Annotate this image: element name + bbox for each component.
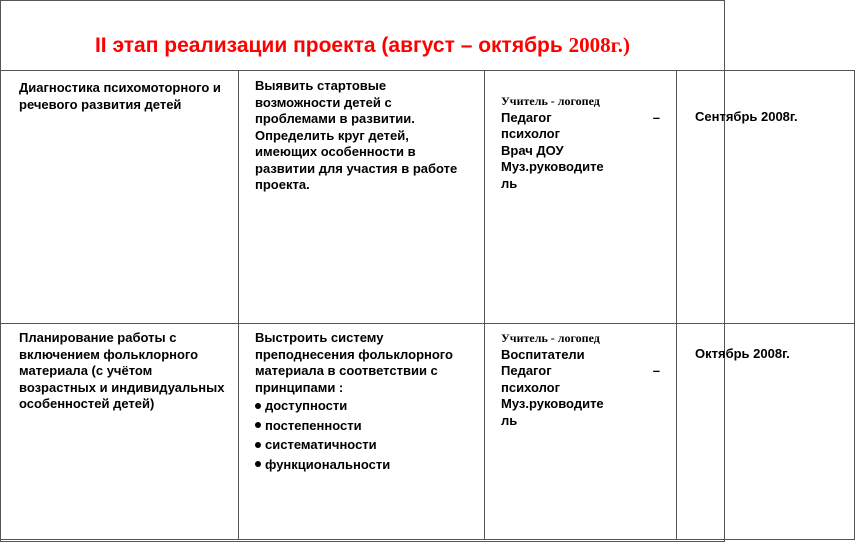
goal-cell — [239, 324, 485, 540]
bullet-icon — [255, 422, 261, 428]
bullet-icon — [255, 403, 261, 409]
principle-text: постепенности — [265, 417, 362, 433]
goal-text: Выявить стартовые возможности детей с проблемами в развитии. Определить круг детей, имеющих особенности в развитии для участия в работе проекта. — [255, 78, 458, 192]
responsible-dash: – — [652, 109, 660, 125]
responsible-head: Учитель - логопед — [501, 331, 600, 345]
project-stage-table — [0, 70, 855, 540]
responsible-item: ль — [501, 175, 518, 191]
bullet-icon — [255, 461, 261, 467]
activity-text: Планирование работы с включением фольклорного материала (с учётом возрастных и индивидуальных особенностей детей) — [19, 330, 225, 411]
principle-text: доступности — [265, 398, 348, 413]
list-item — [255, 437, 462, 454]
page-title — [0, 33, 725, 58]
responsible-cell — [485, 324, 677, 540]
title-year: 2008г.) — [568, 33, 631, 57]
list-item — [255, 457, 462, 474]
principle-text: функциональности — [265, 456, 391, 472]
responsible-cell — [485, 71, 677, 324]
title-main: II этап реализации проекта (август – октябрь — [94, 34, 569, 57]
responsible-item: ль — [501, 412, 518, 428]
responsible-item: Муз.руководите — [501, 396, 604, 411]
date-cell — [677, 324, 855, 540]
responsible-head: Учитель - логопед — [501, 94, 600, 108]
date-text: Октябрь 2008г. — [695, 346, 790, 361]
principles-list — [255, 398, 462, 473]
responsible-dash: – — [652, 363, 660, 378]
activity-cell — [1, 324, 239, 540]
table-row — [1, 71, 855, 324]
responsible-line — [501, 363, 660, 380]
responsible-item: Педагог — [501, 363, 552, 378]
responsible-item: психолог — [501, 126, 561, 141]
list-item — [255, 418, 462, 435]
goal-cell — [239, 71, 485, 324]
responsible-item: психолог — [501, 379, 561, 395]
date-cell — [677, 71, 855, 324]
responsible-item: Педагог — [501, 109, 552, 125]
responsible-item: Муз.руководите — [501, 159, 604, 174]
activity-cell — [1, 71, 239, 324]
bullet-icon — [255, 442, 261, 448]
responsible-item: Воспитатели — [501, 346, 585, 362]
date-text: Сентябрь 2008г. — [695, 109, 798, 124]
responsible-item: Врач ДОУ — [501, 142, 564, 158]
activity-text: Диагностика психомоторного и речевого развития детей — [19, 80, 221, 112]
goal-text: Выстроить систему преподнесения фольклорного материала в соответствии с принципами : — [255, 330, 453, 395]
list-item — [255, 398, 462, 415]
responsible-line — [501, 110, 660, 127]
table-row — [1, 324, 855, 540]
principle-text: систематичности — [265, 437, 377, 452]
